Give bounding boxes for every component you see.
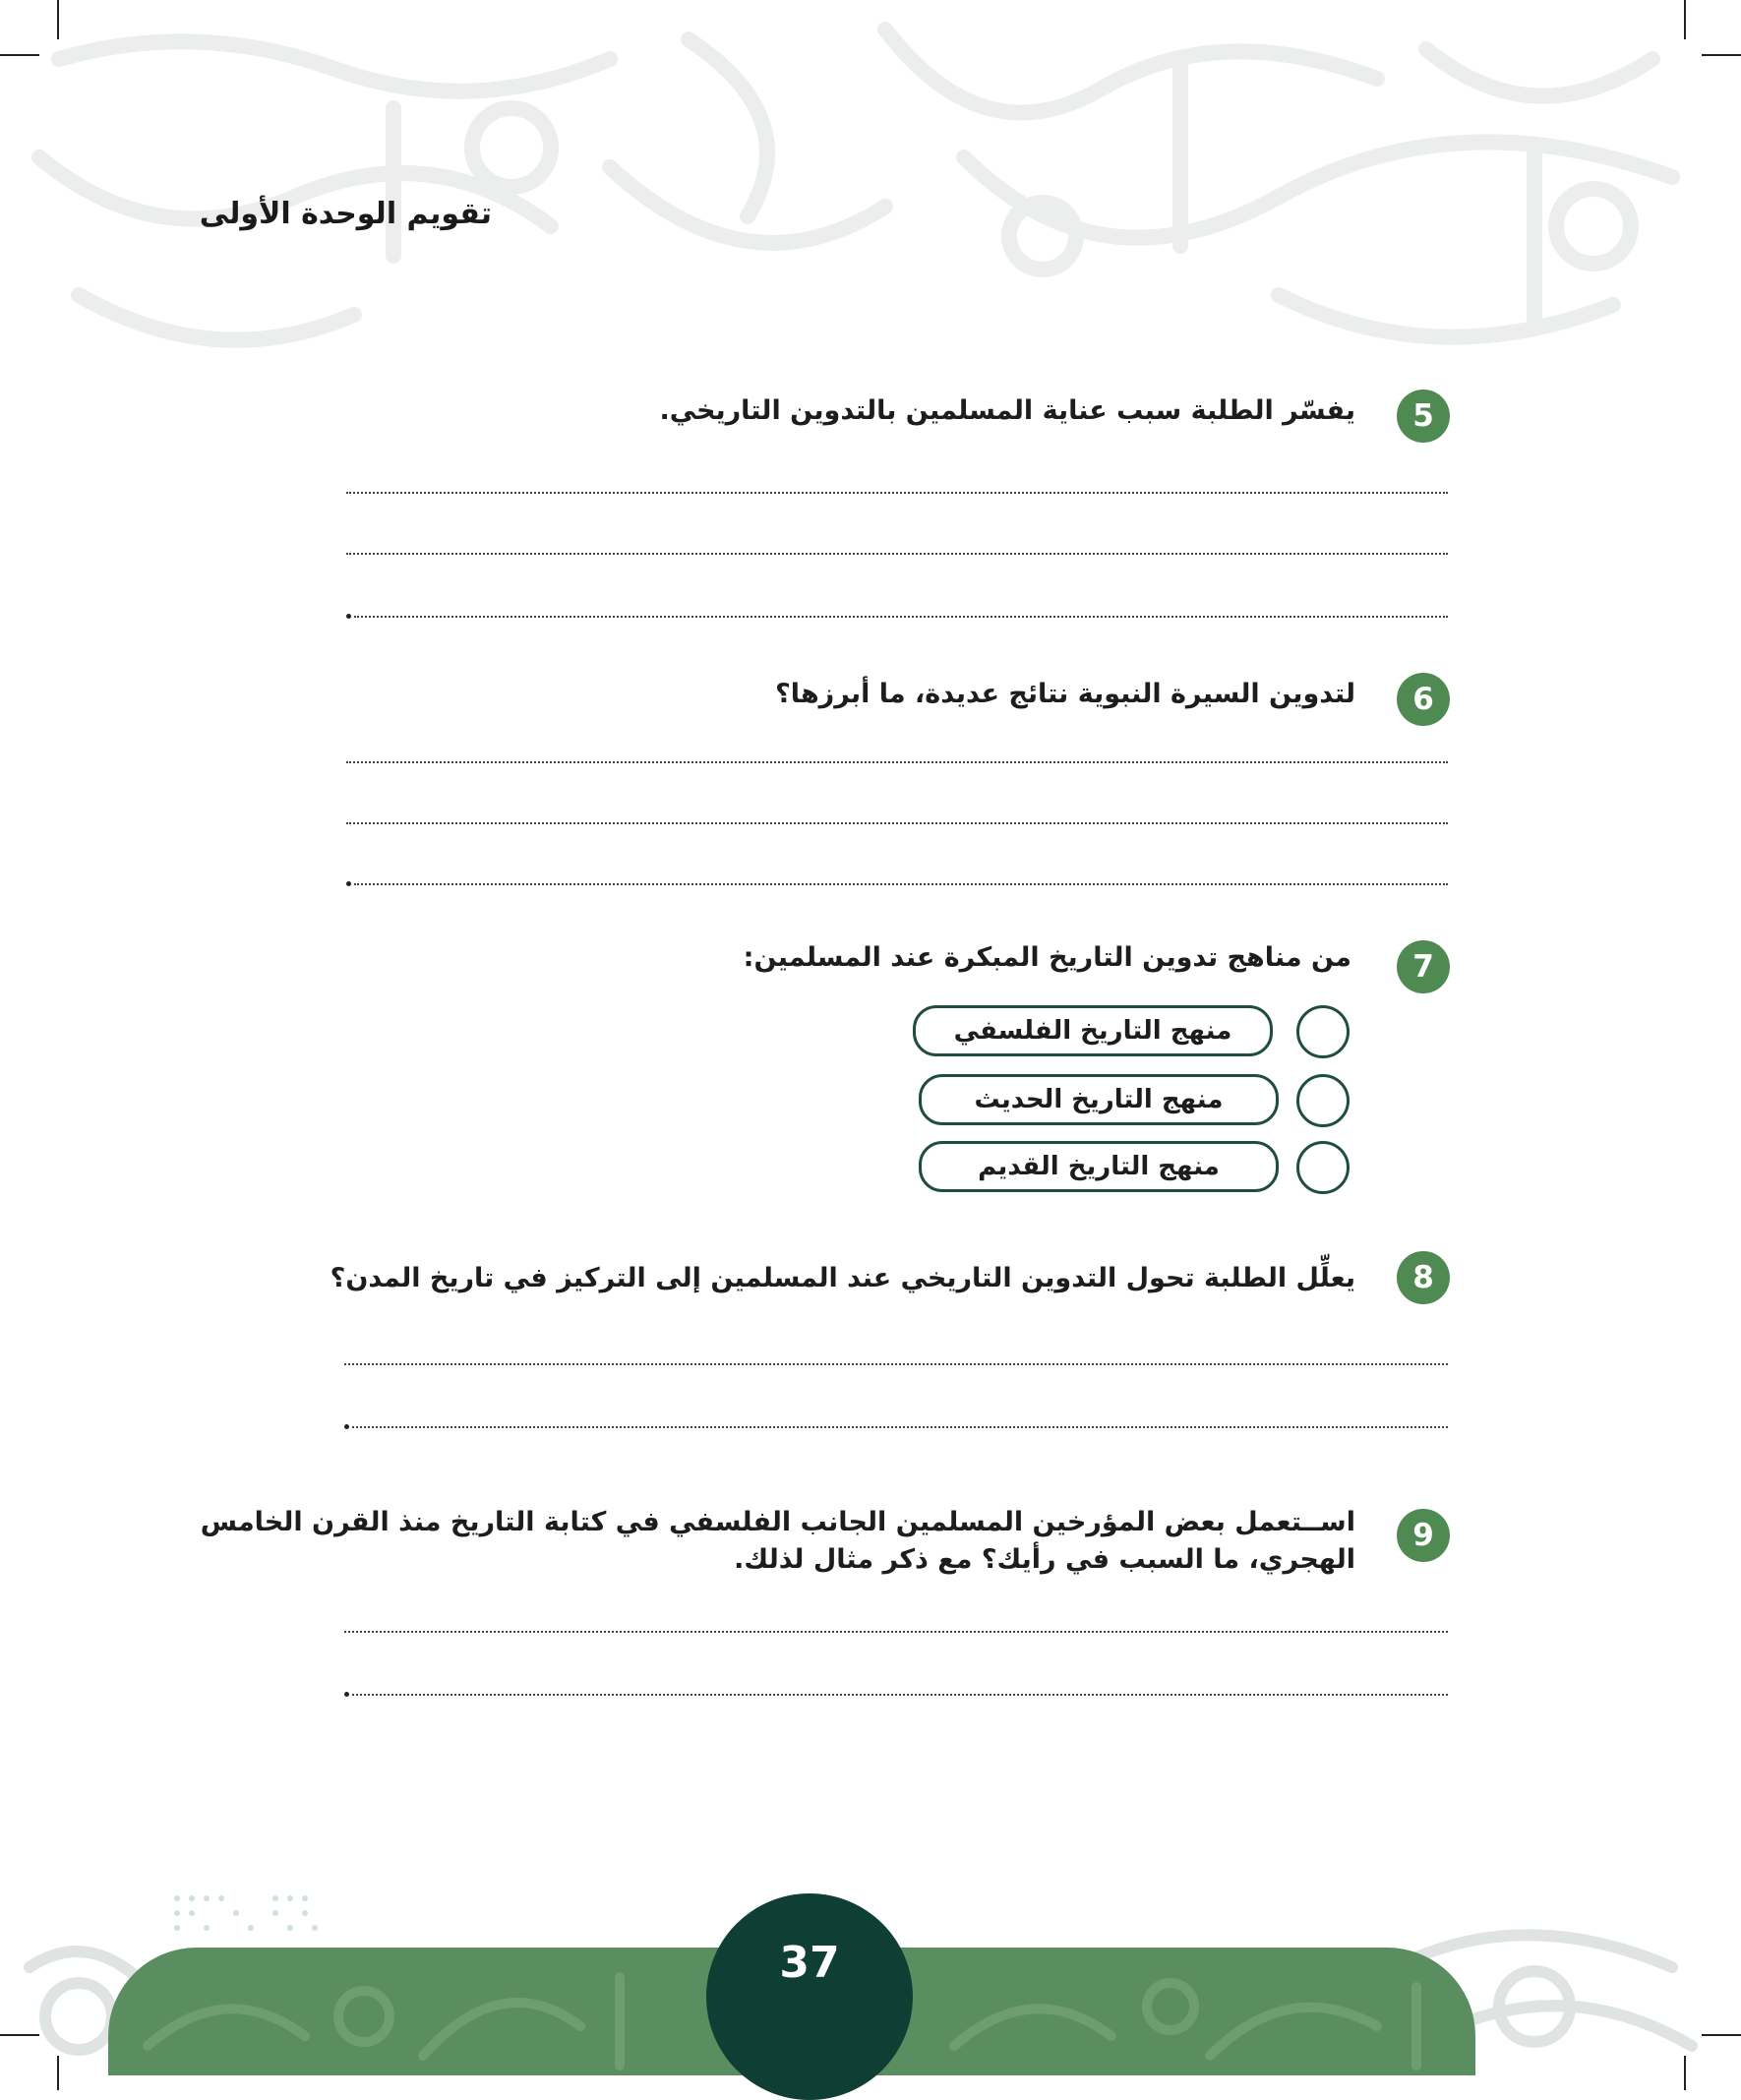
option-label: منهج التاريخ القديم <box>919 1141 1279 1192</box>
option-label: منهج التاريخ الفلسفي <box>913 1005 1273 1056</box>
answer-line[interactable] <box>354 883 1448 885</box>
crop-mark <box>57 0 59 39</box>
crop-mark <box>0 54 39 56</box>
page-number: 37 <box>779 1938 840 1988</box>
option-radio[interactable] <box>1296 1141 1350 1194</box>
question-number-badge: 6 <box>1397 673 1450 726</box>
answer-line[interactable] <box>346 492 1448 494</box>
line-end-dot <box>346 614 351 619</box>
answer-line[interactable] <box>346 553 1448 555</box>
question-text: من مناهج تدوين التاريخ المبكرة عند المسلمين: <box>743 942 1351 973</box>
question-text-line-1: اســتعمل بعض المؤرخين المسلمين الجانب الفلسفي في كتابة التاريخ منذ القرن الخامس <box>200 1507 1355 1537</box>
crop-mark <box>1702 54 1741 56</box>
answer-line[interactable] <box>344 1631 1448 1633</box>
page-number-badge <box>706 1893 913 2100</box>
answer-line[interactable] <box>346 822 1448 824</box>
line-end-dot <box>344 1424 349 1429</box>
answer-line[interactable] <box>354 616 1448 618</box>
answer-line[interactable] <box>346 761 1448 763</box>
answer-line[interactable] <box>344 1363 1448 1365</box>
question-text: لتدوين السيرة النبوية نتائج عديدة، ما أبرزها؟ <box>775 679 1355 709</box>
option-radio[interactable] <box>1296 1005 1350 1058</box>
question-number-badge: 5 <box>1397 390 1450 443</box>
option-label: منهج التاريخ الحديث <box>919 1074 1279 1125</box>
question-text-line-2: الهجري، ما السبب في رأيك؟ مع ذكر مثال لذلك. <box>734 1544 1355 1575</box>
answer-line[interactable] <box>352 1694 1448 1696</box>
unit-title: تقويم الوحدة الأولى <box>199 197 492 231</box>
option-radio[interactable] <box>1296 1074 1350 1127</box>
crop-mark <box>1684 0 1686 39</box>
crop-mark <box>57 2056 59 2090</box>
question-text: يعلِّل الطلبة تحول التدوين التاريخي عند المسلمين إلى التركيز في تاريخ المدن؟ <box>330 1263 1355 1293</box>
line-end-dot <box>346 881 351 886</box>
crop-mark <box>0 2034 39 2036</box>
answer-line[interactable] <box>352 1426 1448 1428</box>
question-number-badge: 9 <box>1397 1509 1450 1562</box>
question-number-badge: 7 <box>1397 940 1450 993</box>
crop-mark <box>1684 2056 1686 2090</box>
question-number-badge: 8 <box>1397 1251 1450 1304</box>
crop-mark <box>1702 2034 1741 2036</box>
question-text: يفسّر الطلبة سبب عناية المسلمين بالتدوين التاريخي. <box>659 395 1355 426</box>
line-end-dot <box>344 1692 349 1697</box>
